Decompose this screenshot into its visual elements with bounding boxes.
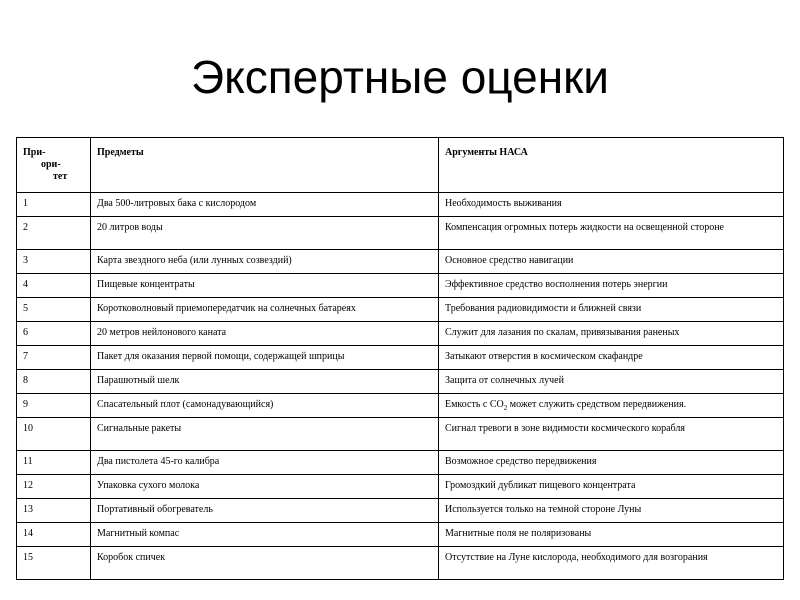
- priority-cell: 8: [17, 370, 91, 394]
- argument-cell: Возможное средство передвижения: [439, 451, 784, 475]
- item-cell: Парашютный шелк: [91, 370, 439, 394]
- priority-cell: 15: [17, 547, 91, 580]
- argument-subscript: 2: [503, 404, 508, 412]
- argument-cell: Отсутствие на Луне кислорода, необходимого для возгорания: [439, 547, 784, 580]
- arguments-header: Аргументы НАСА: [439, 138, 784, 193]
- page-title: Экспертные оценки: [191, 51, 609, 103]
- priority-header-line-3: тет: [53, 171, 68, 182]
- table-header-row: [17, 138, 784, 193]
- priority-cell: 4: [17, 274, 91, 298]
- argument-cell: Компенсация огромных потерь жидкости на освещенной стороне: [439, 217, 784, 250]
- table-row: [17, 547, 784, 580]
- argument-cell: Требования радиовидимости и ближней связи: [439, 298, 784, 322]
- argument-cell: Необходимость выживания: [439, 193, 784, 217]
- item-cell: Пакет для оказания первой помощи, содержащей шприцы: [91, 346, 439, 370]
- item-cell: Пищевые концентраты: [91, 274, 439, 298]
- priority-cell: 9: [17, 394, 91, 418]
- argument-text-pre: Емкость с CO: [445, 399, 504, 410]
- argument-text-post: может служить средством передвижения.: [507, 399, 687, 410]
- priority-cell: 11: [17, 451, 91, 475]
- table-row: [17, 451, 784, 475]
- table-row: [17, 250, 784, 274]
- priority-cell: 5: [17, 298, 91, 322]
- priority-cell: 1: [17, 193, 91, 217]
- items-header: Предметы: [91, 138, 439, 193]
- table-row: [17, 298, 784, 322]
- argument-cell: Служит для лазания по скалам, привязывания раненых: [439, 322, 784, 346]
- priority-header: [17, 138, 91, 193]
- table-row: [17, 394, 784, 418]
- argument-cell: Используется только на темной стороне Луны: [439, 499, 784, 523]
- table-row: [17, 370, 784, 394]
- priority-cell: 6: [17, 322, 91, 346]
- argument-cell: Магнитные поля не поляризованы: [439, 523, 784, 547]
- argument-cell: Затыкают отверстия в космическом скафандре: [439, 346, 784, 370]
- argument-cell: Защита от солнечных лучей: [439, 370, 784, 394]
- table-row: [17, 418, 784, 451]
- item-cell: Магнитный компас: [91, 523, 439, 547]
- priority-cell: 12: [17, 475, 91, 499]
- argument-cell: Сигнал тревоги в зоне видимости космического корабля: [439, 418, 784, 451]
- item-cell: Коробок спичек: [91, 547, 439, 580]
- priority-cell: 2: [17, 217, 91, 250]
- priority-cell: 7: [17, 346, 91, 370]
- priority-cell: 13: [17, 499, 91, 523]
- argument-cell: Громоздкий дубликат пищевого концентрата: [439, 475, 784, 499]
- table-row: [17, 322, 784, 346]
- argument-cell: Основное средство навигации: [439, 250, 784, 274]
- item-cell: Спасательный плот (самонадувающийся): [91, 394, 439, 418]
- priority-cell: 3: [17, 250, 91, 274]
- item-cell: Коротковолновый приемопередатчик на солнечных батареях: [91, 298, 439, 322]
- table-row: [17, 217, 784, 250]
- priority-header-line-2: ори-: [41, 159, 61, 170]
- argument-cell: Эффективное средство восполнения потерь энергии: [439, 274, 784, 298]
- priority-header-line-1: При-: [23, 147, 46, 158]
- item-cell: Два 500-литровых бака с кислородом: [91, 193, 439, 217]
- priority-cell: 10: [17, 418, 91, 451]
- table-row: [17, 346, 784, 370]
- table-row: [17, 274, 784, 298]
- item-cell: 20 метров нейлонового каната: [91, 322, 439, 346]
- item-cell: Портативный обогреватель: [91, 499, 439, 523]
- item-cell: 20 литров воды: [91, 217, 439, 250]
- table-row: [17, 475, 784, 499]
- table-row: [17, 499, 784, 523]
- table-row: [17, 523, 784, 547]
- item-cell: Упаковка сухого молока: [91, 475, 439, 499]
- item-cell: Сигнальные ракеты: [91, 418, 439, 451]
- item-cell: Карта звездного неба (или лунных созвездий): [91, 250, 439, 274]
- expert-table: [16, 137, 784, 580]
- argument-cell: [439, 394, 784, 418]
- table-row: [17, 193, 784, 217]
- priority-cell: 14: [17, 523, 91, 547]
- item-cell: Два пистолета 45-го калибра: [91, 451, 439, 475]
